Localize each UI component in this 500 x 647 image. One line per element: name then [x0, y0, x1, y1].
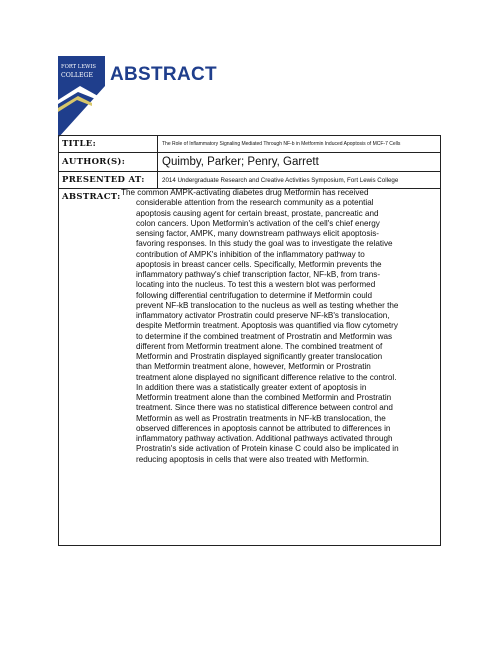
- fort-lewis-college-logo: [58, 56, 105, 144]
- abstract-line: Metformin as well as Prostratin treatments in NF-kB translocation, the: [136, 413, 386, 423]
- logo-text-line-2: COLLEGE: [61, 72, 94, 79]
- abstract-line: inflammatory pathway activation. Additional pathways activated through: [136, 434, 393, 443]
- abstract-form: [58, 135, 441, 546]
- presented-row: [59, 172, 440, 189]
- abstract-line: In addition there was a statistically greater extent of apoptosis in: [136, 382, 367, 392]
- abstract-line: treatment alone displayed no significant difference relative to the control.: [136, 372, 397, 382]
- presented-value: 2014 Undergraduate Research and Creative Activities Symposium, Fort Lewis College: [162, 176, 399, 184]
- abstract-line: reducing apoptosis in cells that were also treated with Metformin.: [136, 454, 370, 464]
- abstract-line: Metformin treatment alone than the combined Metformin and Prostratin: [136, 393, 392, 402]
- page-title: ABSTRACT: [110, 64, 217, 85]
- abstract-label: ABSTRACT:: [62, 192, 121, 202]
- abstract-text: [121, 188, 440, 465]
- author-value: Quimby, Parker; Penry, Garrett: [162, 156, 319, 168]
- abstract-line: Metformin and Prostratin displayed significantly greater translocation: [136, 352, 383, 361]
- abstract-line: favoring responses. In this study the goal was to investigate the relative: [136, 239, 393, 249]
- abstract-line: apoptosis in breast cancer cells. Specifically, Metformin prevents the: [136, 259, 382, 269]
- title-row: [59, 136, 440, 153]
- abstract-line: The common AMPK-activating diabetes drug Metformin has received: [121, 188, 369, 197]
- abstract-line: prevent NF-kB translocation to the nucleus as well as testing whether the: [136, 300, 399, 310]
- presented-label: PRESENTED AT:: [62, 175, 145, 185]
- abstract-line: observed differences in apoptosis cannot be attributed to differences in: [136, 423, 391, 433]
- abstract-line: contribution of AMPK's inhibition of the inflammatory pathway to: [136, 249, 365, 259]
- column-divider: [157, 153, 158, 171]
- column-divider: [157, 136, 158, 152]
- column-divider: [157, 172, 158, 188]
- abstract-line: apoptosis causing agent for certain breast, prostate, pancreatic and: [136, 208, 379, 218]
- abstract-line: Prostratin's side activation of Protein kinase C could also be implicated in: [136, 444, 399, 454]
- author-row: [59, 153, 440, 172]
- abstract-line: inflammatory activator Prostratin could preserve NF-kB's translocation,: [136, 311, 390, 320]
- abstract-line: sensing factor, AMPK, many downstream pathways elicit apoptosis-: [136, 229, 379, 238]
- abstract-line: to determine if the combined treatment of Prostratin and Metformin was: [136, 331, 393, 341]
- title-label: TITLE:: [62, 139, 97, 149]
- title-value: The Role of Inflammatory Signaling Mediated Through NF-b in Metformin Induced Apoptosis of MCF-7 Cells: [162, 141, 401, 147]
- abstract-line: following differential centrifugation to determine if Metformin could: [136, 290, 373, 300]
- abstract-line: than Metformin treatment alone, however, Metformin or Prostratin: [136, 362, 371, 372]
- abstract-line: treatment. Since there was no statistical difference between control and: [136, 403, 393, 413]
- abstract-line: locating into the nucleus. To test this a western blot was performed: [136, 280, 376, 290]
- abstract-line: colon cancers. Upon Metformin's activation of the cell's chief energy: [136, 218, 380, 228]
- abstract-line: inflammatory pathway's chief transcription factor, NF-kB, from trans-: [136, 270, 381, 279]
- author-label: AUTHOR(S):: [62, 157, 126, 167]
- abstract-line: considerable attention from the research community as a potential: [136, 198, 374, 208]
- abstract-line: despite Metformin treatment. Apoptosis was quantified via flow cytometry: [136, 321, 398, 331]
- abstract-line: different from Metformin treatment alone. The combined treatment of: [136, 341, 383, 351]
- logo-text-line-1: FORT LEWIS: [61, 64, 96, 70]
